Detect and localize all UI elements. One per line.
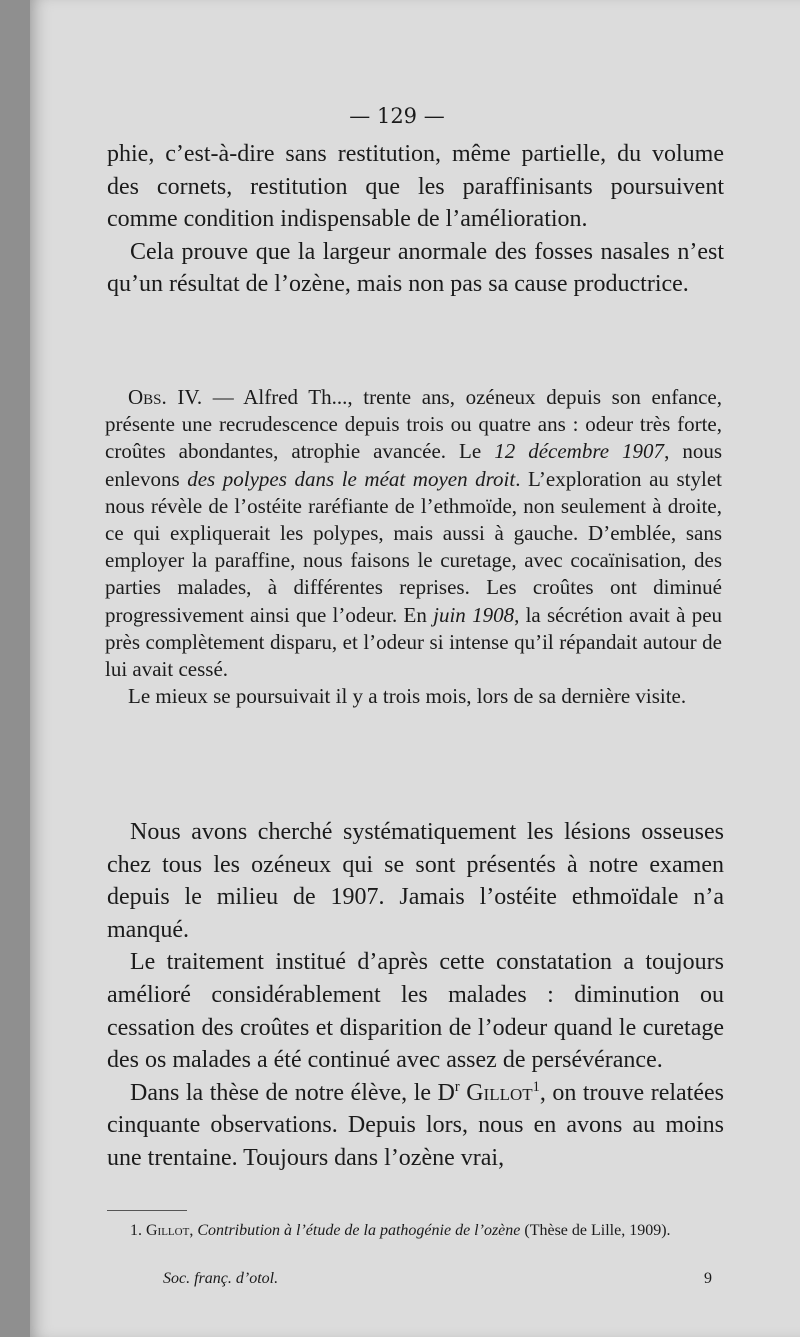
page-number: — 129 — — [349, 104, 445, 128]
paragraph-2: Cela prouve que la largeur anormale des fosses nasales n’est qu’un résultat de l’ozène, mais non pas sa cause productrice. — [107, 238, 724, 298]
book-page — [30, 0, 800, 1337]
paragraph-1: phie, c’est-à-dire sans restitution, même partielle, du volume des cornets, restitution que les paraffinisants poursuivent comme condition indispensable de l’amélioration. — [107, 141, 724, 233]
footnote-reference: 1 — [532, 1078, 540, 1095]
footnote-title: Contribution à l’étude de la pathogénie de l’ozène — [197, 1222, 521, 1239]
paragraph-3: Nous avons cherché systématiquement les lésions osseuses chez tous les ozéneux qui se sont présentés à notre examen depuis le milieu de 1907. Jamais l’ostéite ethmoïdale n’a manqué. — [107, 819, 724, 943]
italic-phrase: des polypes dans le méat moyen droit — [187, 466, 516, 491]
date-2: juin 1908 — [433, 602, 515, 627]
observation-label: Obs. IV. — [128, 385, 203, 409]
paragraph-4: Le traitement institué d’après cette constatation a toujours amélioré considérablement les malades : diminution ou cessation des croûtes et disparition de l’odeur quand le curetage des os malades a été continué avec assez de persévérance. — [107, 949, 724, 1074]
author-name: Gillot — [459, 1079, 533, 1106]
footnote: 1. Gillot, Contribution à l’étude de la pathogénie de l’ozène (Thèse de Lille, 1909). — [107, 1220, 724, 1241]
sheet-number: 9 — [704, 1270, 712, 1287]
body-text-bottom — [107, 816, 724, 1175]
journal-signature: Soc. franç. d’otol. — [163, 1270, 279, 1287]
observation-paragraph: Obs. IV. — Alfred Th..., trente ans, ozéneux depuis son enfance, présente une recrudescence depuis trois ou quatre ans : odeur très forte, croûtes abondantes, atrophie avancée. Le 12 décembre 1907, nous enlevons des polypes dans le méat moyen droit. L’exploration au stylet nous révèle de l’ostéite raréfiante de l’ethmoïde, non seulement à droite, ce qui expliquerait les polypes, mais aussi à gauche. D’emblée, sans employer la paraffine, nous faisons le curetage, avec cocaïnisation, des parties malades, à différentes reprises. Les croûtes ont diminué progressivement ainsi que l’odeur. En juin 1908, la sécrétion avait à peu près complètement disparu, et l’odeur si intense qu’il répandait autour de lui avait cessé. — [105, 385, 723, 682]
observation-block — [105, 384, 722, 710]
date-1: 12 décembre 1907 — [494, 439, 665, 464]
footnote-rule — [107, 1210, 187, 1211]
body-text-top — [107, 138, 724, 301]
observation-paragraph-2: Le mieux se poursuivait il y a trois mois, lors de sa dernière visite. — [128, 684, 687, 709]
paragraph-5: Dans la thèse de notre élève, le $D^r$ Gillot$^1$, on trouve relatées cinquante observations. Depuis lors, nous en avons au moins une trentaine. Toujours dans l’ozène vrai, — [107, 1078, 724, 1171]
